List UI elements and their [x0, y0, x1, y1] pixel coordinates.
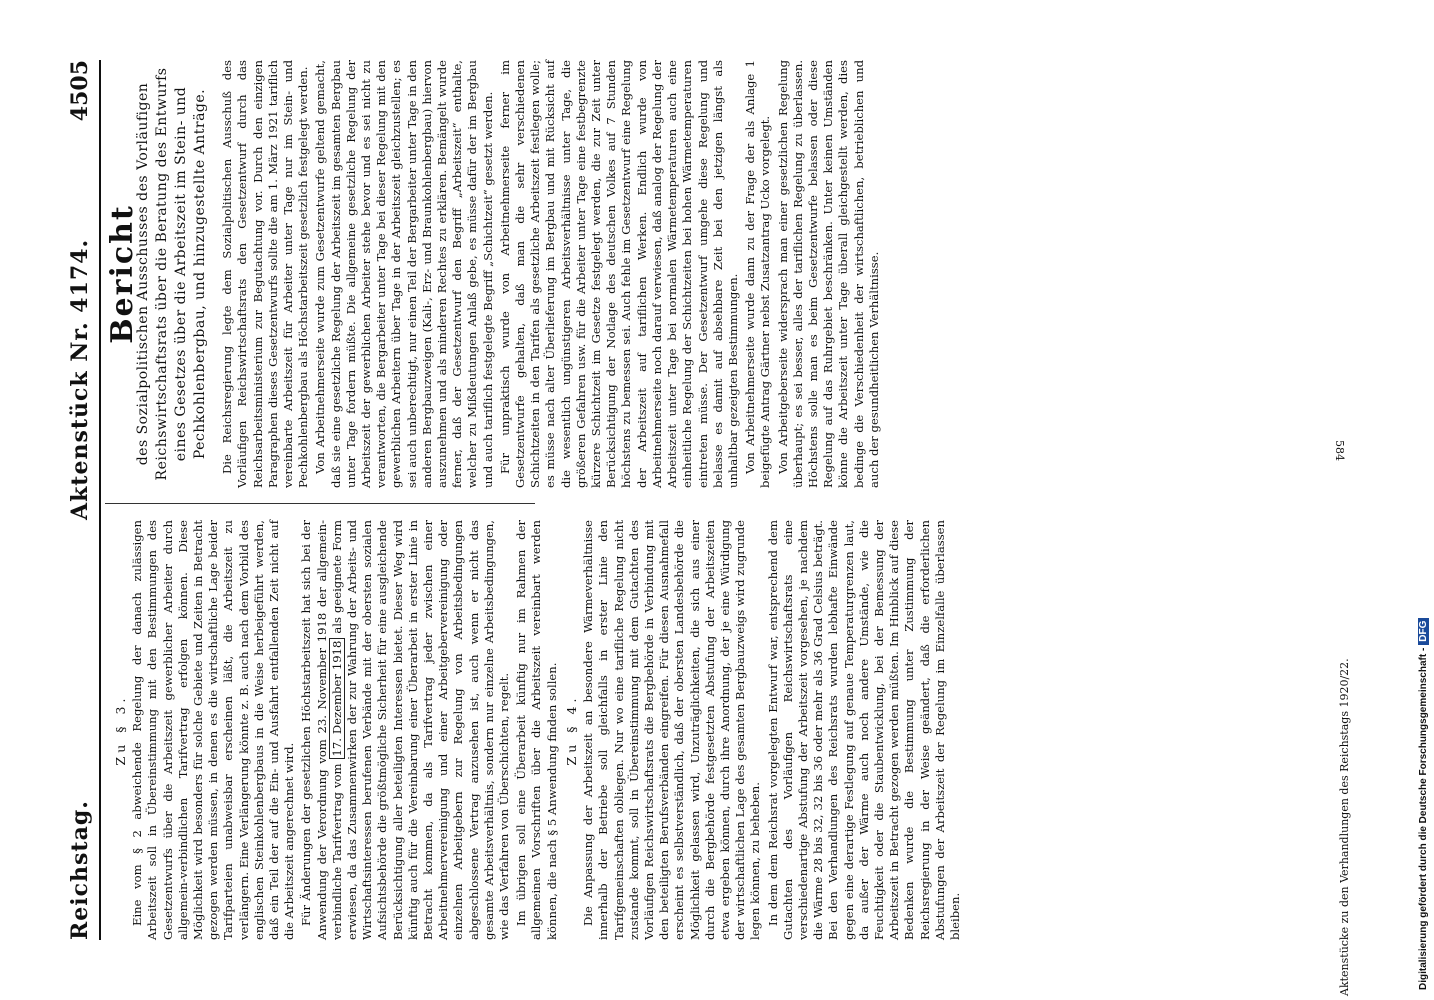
paragraph-text: als geeignete Form erwiesen, da das Zusammenwirken der zur Wahrung der Arbeits- und Wirtschaftsinteressen berufenen Verbände mit der obersten sozialen Aufsichtsbehörde die größtmögliche Sicherheit für eine ausgleichende Berücksichtigung aller beteiligten Interessen bietet. Dieser Weg wird künftig auch für die Vereinbarung einer Überarbeit in erster Linie in Betracht kommen, da als Tarifvertrag jeder zwischen einer Arbeitnehmervereinigung und einer Arbeitgebervereinigung oder einzelnen Arbeitgebern zur Regelung von Arbeitsbedingungen abgeschlossene Vertrag anzusehen ist, auch wenn er nicht das gesamte Arbeitsverhältnis, sondern nur einzelne Arbeitsbedingungen, wie das Verfahren von Überschichten, regelt.: [329, 520, 512, 940]
section-heading: Zu § 4.: [563, 694, 579, 766]
header-left: Reichstag.: [67, 800, 93, 940]
paragraph: Von Arbeitnehmerseite wurde dann zu der Frage der als Anlage 1 beigefügte Antrag Gärtner nebst Zusatzantrag Ucko vorgelegt.: [743, 60, 773, 488]
page-header: [65, 60, 101, 940]
header-center: Aktenstück Nr. 4174.: [67, 238, 93, 520]
paragraph: Von Arbeitnehmerseite wurde zum Gesetzentwurfe geltend gemacht, daß sie eine gesetzliche Regelung der Arbeitszeit im gesamten Bergbau unter Tage fordern müßte. Die allgemeine gesetzliche Regelung der Arbeitszeit der gewerblichen Arbeiter stehe bevor und es sei nicht zu verantworten, die Bergarbeiter unter Tage bei dieser Regelung mit den gewerblichen Arbeitern über Tage in der Arbeitszeit gleichzustellen; es sei auch unberechtigt, nur einen Teil der Bergarbeiter unter Tage in den anderen Bergbauzweigen (Kali-, Erz- und Braunkohlenbergbau) hiervon auszunehmen und als minderen Rechtes zu erklären. Bemängelt wurde ferner, daß der Gesetzentwurf den Begriff „Arbeitszeit“ enthalte, welcher zu Mißdeutungen Anlaß gebe, es müsse dafür der im Bergbau und auch tariflich festgelegte Begriff „Schichtzeit“ gesetzt werden.: [313, 60, 495, 488]
page-number: 4505: [67, 60, 93, 122]
paragraph: [299, 520, 512, 940]
digitization-text: Digitalisierung gefördert durch die Deutsche Forschungsgemeinschaft -: [1418, 647, 1429, 990]
paragraph: Die Anpassung der Arbeitszeit an besondere Wärmeverhältnisse innerhalb der Betriebe soll gleichfalls in erster Linie den Tarifgemeinschaften obliegen. Nur wo eine tarifliche Regelung nicht zustande kommt, soll in Übereinstimmung mit dem Gutachten des Vorläufigen Reichswirtschaftsrats die Bergbehörde in Verbindung mit den beteiligten Berufsverbänden eingreifen. Für diesen Ausnahmefall erscheint es selbstverständlich, daß der obersten Landesbehörde die Möglichkeit gelassen wird, Unzuträglichkeiten, die sich aus einer durch die Bergbehörde festgesetzten Abstufung der Arbeitszeiten etwa ergeben können, durch ihre Anordnung, der je eine Würdigung der wirtschaftlichen Lage des gesamten Bergbauzweigs wird zugrunde legen können, zu beheben.: [581, 520, 763, 940]
date-box: 17. Dezember 1918: [329, 638, 345, 760]
rotated-page-content: [65, 60, 1395, 940]
paragraph-text: Für Änderungen der gesetzlichen Höchstarbeitszeit hat sich bei der Anwendung der Verordnung vom 23. November 1918 der allgemein-verbindliche Tarifvertrag vom: [299, 520, 344, 940]
footer-page-number: 584: [1333, 440, 1346, 461]
paragraph: Die Reichsregierung legte dem Sozialpolitischen Ausschuß des Vorläufigen Reichswirtschaftsrats den Gesetzentwurf durch das Reichsarbeitsministerium zur Begutachtung vor. Durch den einzigen Paragraphen dieses Gesetzentwurfs sollte die am 1. März 1921 tariflich vereinbarte Arbeitszeit für Arbeiter unter Tage nur im Stein- und Pechkohlenbergbau als Höchstarbeitszeit gesetzlich festgelegt werden.: [220, 60, 311, 488]
paragraph: Von Arbeitgeberseite widersprach man einer gesetzlichen Regelung überhaupt; es sei besser, alles der tariflichen Regelung zu überlassen. Höchstens solle man es beim Gesetzentwurfe belassen oder diese Regelung auf das Ruhrgebiet beschränken. Unter keinen Umständen könne die Arbeitszeit unter Tage überall gleichgestellt werden, dies bedinge die Verschiedenheit der wirtschaftlichen, betrieblichen und auch der gesundheitlichen Verhältnisse.: [775, 60, 881, 488]
paragraph: Im übrigen soll eine Überarbeit künftig nur im Rahmen der allgemeinen Vorschriften über die Arbeitszeit vereinbart werden können, die nach § 5 Anwendung finden sollen.: [514, 520, 559, 940]
footer-left: Aktenstücke zu den Verhandlungen des Reichstags 1920/22.: [1338, 658, 1351, 996]
paragraph: Für unpraktisch wurde von Arbeitnehmerseite ferner im Gesetzentwurfe gehalten, daß man die sehr verschiedenen Schichtzeiten in den Tarifen als gesetzliche Arbeitszeit festlegen wolle; es müsse nach alter Überlieferung im Bergbau und mit Rücksicht auf die wesentlich ungünstigeren Arbeitsverhältnisse unter Tage, die größeren Gefahren usw. für die Arbeiter unter Tage eine festbegrenzte kürzere Schichtzeit im Gesetze festgelegt werden, die zur Zeit unter Berücksichtigung der Notlage des deutschen Volkes auf 7 Stunden höchstens zu bemessen sei. Auch fehle im Gesetzentwurf eine Regelung der Arbeitszeit auf tariflichen Werken. Endlich wurde von Arbeitnehmerseite noch darauf verwiesen, daß analog der Regelung der Arbeitszeit unter Tage bei normalen Wärmetemperaturen auch eine einheitliche Regelung der Schichtzeiten bei hohen Wärmetemperaturen eintreten müsse. Der Gesetzentwurf umgehe diese Regelung und belasse es damit auf absehbare Zeit bei den jetzigen längst als unhaltbar gezeigten Bestimmungen.: [497, 60, 740, 488]
right-column: [105, 60, 884, 488]
report-title: Bericht: [105, 204, 140, 344]
report-subtitle: des Sozialpolitischen Ausschusses des Vorläufigen Reichswirtschaftsrats über die Beratung des Entwurfs eines Gesetzes über die Arbeitszeit im Stein- und Pechkohlenbergbau, und hinzugestellte Anträge.: [135, 67, 209, 481]
left-column: [109, 520, 965, 940]
column-divider: [105, 503, 535, 504]
dfg-logo: DFG: [1418, 618, 1429, 645]
paragraph: In dem dem Reichsrat vorgelegten Entwurf war, entsprechend dem Gutachten des Vorläufigen Reichswirtschaftsrats eine verschiedenartige Abstufung der Arbeitszeit vorgesehen, je nachdem die Wärme 28 bis 32, 32 bis 36 oder mehr als 36 Grad Celsius beträgt. Bei den Verhandlungen des Reichsrats wurden lebhafte Einwände gegen eine derartige Festlegung auf genaue Temperaturgrenzen laut, da außer der Wärme auch noch andere Umstände, wie die Feuchtigkeit oder die Staubentwicklung, bei der Bemessung der Arbeitszeit in Betracht gezogen werden müßten. Im Hinblick auf diese Bedenken wurde die Bestimmung unter Zustimmung der Reichsregierung in der Weise geändert, daß die erforderlichen Abstufungen der Arbeitszeit der Regelung im Einzelfalle überlassen bleiben.: [765, 520, 962, 940]
section-heading: Zu § 3.: [113, 694, 128, 766]
paragraph: Eine vom § 2 abweichende Regelung der danach zulässigen Arbeitszeit soll in Übereinstimmung mit den Bestimmungen des Gesetzentwurfs über die Arbeitszeit gewerblicher Arbeiter durch allgemein-verbindlichen Tarifvertrag erfolgen können. Diese Möglichkeit wird besonders für solche Gebiete und Zeiten in Betracht gezogen werden müssen, in denen es die wirtschaftliche Lage beider Tarifparteien unabweisbar erscheinen läßt, die Arbeitszeit zu verlängern. Eine Verlängerung könnte z. B. auch nach dem Vorbild des englischen Steinkohlenbergbaus in die Weise herbeigeführt werden, daß ein Teil der auf die Ein- und Ausfahrt entfallenden Zeit nicht auf die Arbeitszeit angerechnet wird.: [130, 520, 297, 940]
digitization-note: [1418, 0, 1432, 990]
